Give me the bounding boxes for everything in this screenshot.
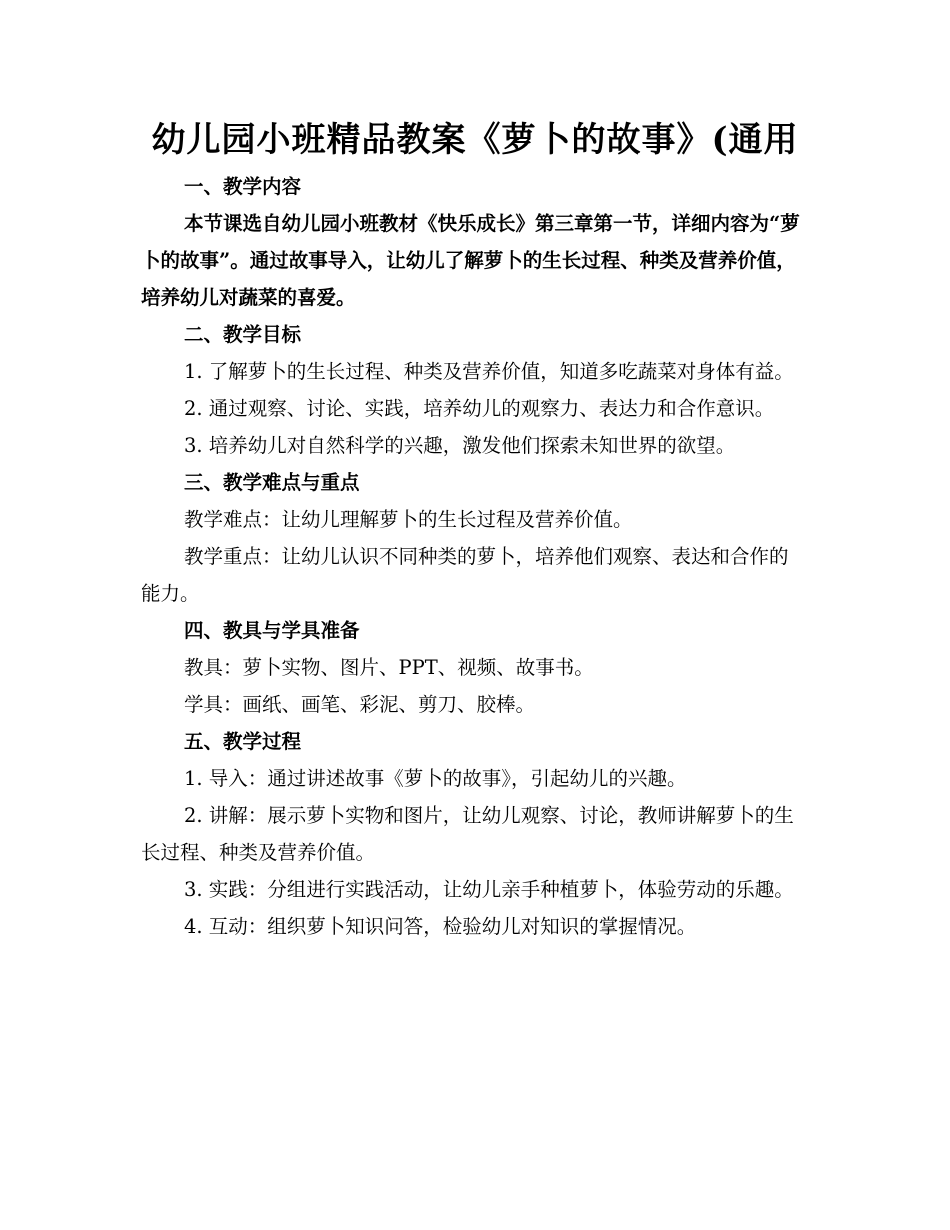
list-item: 4. 互动：组织萝卜知识问答，检验幼儿对知识的掌握情况。: [184, 915, 697, 938]
list-item: 3. 实践：分组进行实践活动，让幼儿亲手种植萝卜，体验劳动的乐趣。: [184, 878, 794, 901]
list-item: 2. 讲解：展示萝卜实物和图片，让幼儿观察、讨论，教师讲解萝卜的生长过程、种类及营养价值。: [141, 804, 794, 864]
section-heading: 二、教学目标: [184, 323, 302, 346]
section-heading: 四、教具与学具准备: [184, 619, 360, 642]
paragraph: 教具：萝卜实物、图片、PPT、视频、故事书。: [184, 656, 594, 679]
document-title: 幼儿园小班精品教案《萝卜的故事》(通用: [151, 120, 799, 160]
paragraph: 教学重点：让幼儿认识不同种类的萝卜，培养他们观察、表达和合作的能力。: [141, 545, 789, 605]
list-item: 1. 了解萝卜的生长过程、种类及营养价值，知道多吃蔬菜对身体有益。: [184, 360, 794, 383]
section-heading: 三、教学难点与重点: [184, 471, 360, 494]
list-item: 3. 培养幼儿对自然科学的兴趣，激发他们探索未知世界的欲望。: [184, 434, 736, 457]
section-heading: 一、教学内容: [184, 175, 302, 198]
document-body: [141, 168, 806, 945]
list-item: 2. 通过观察、讨论、实践，培养幼儿的观察力、表达力和合作意识。: [184, 397, 775, 420]
list-item: 1. 导入：通过讲述故事《萝卜的故事》，引起幼儿的兴趣。: [184, 767, 687, 790]
paragraph: 本节课选自幼儿园小班教材《快乐成长》第三章第一节，详细内容为“萝卜的故事”。通过故事导入，让幼儿了解萝卜的生长过程、种类及营养价值，培养幼儿对蔬菜的喜爱。: [141, 212, 800, 309]
paragraph: 学具：画纸、画笔、彩泥、剪刀、胶棒。: [184, 693, 536, 716]
section-heading: 五、教学过程: [184, 730, 302, 753]
paragraph: 教学难点：让幼儿理解萝卜的生长过程及营养价值。: [184, 508, 633, 531]
